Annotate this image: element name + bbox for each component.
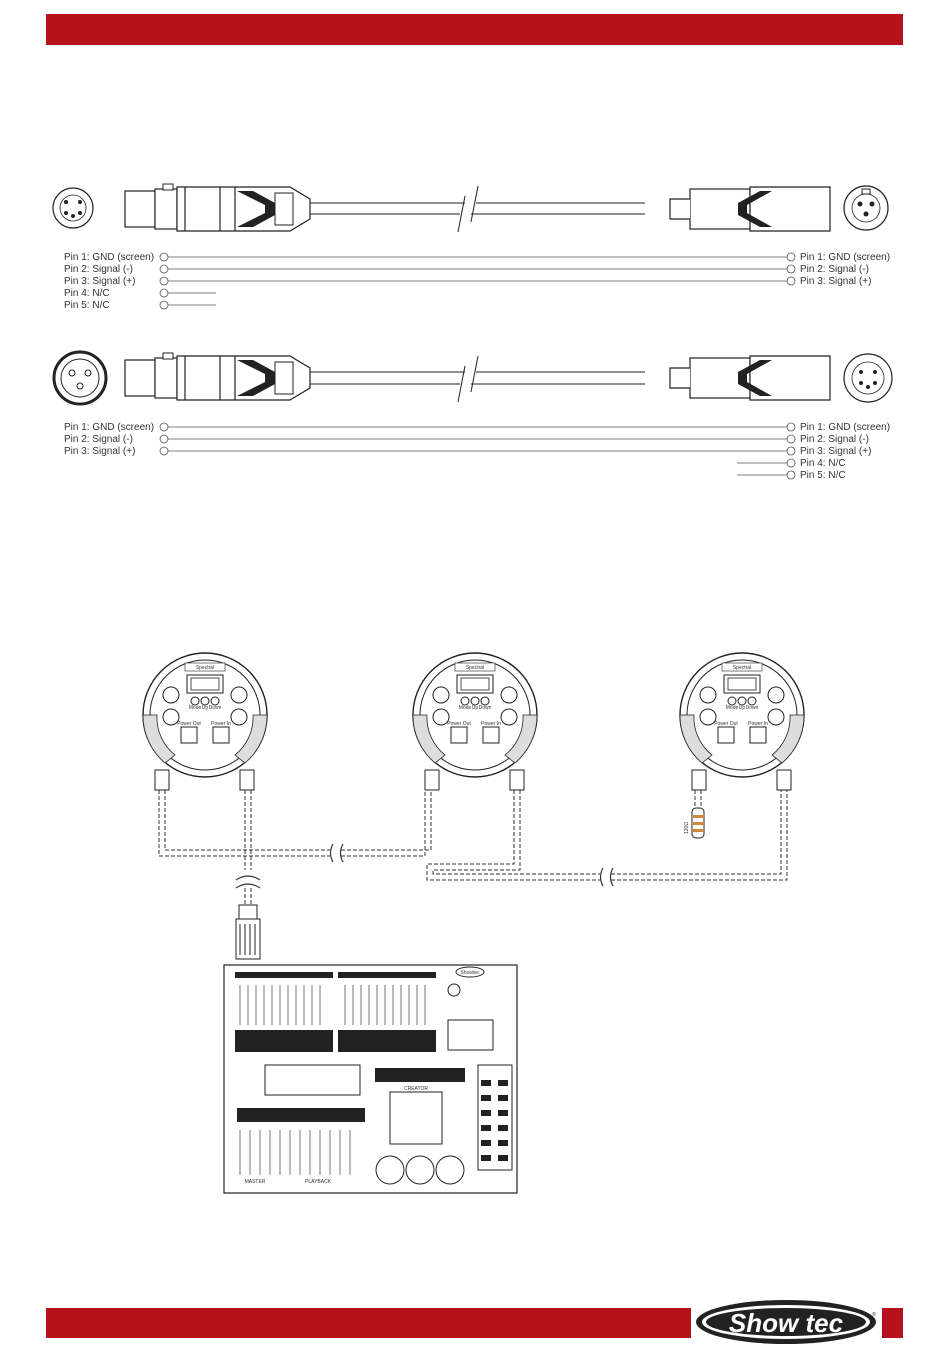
- button-label: Up: [471, 705, 479, 711]
- dmx-chain-diagram: [143, 653, 804, 1193]
- cable-5pin-to-3pin: [53, 184, 890, 311]
- power-in-label: Power In: [748, 721, 768, 727]
- pin-label: Pin 4: N/C: [800, 458, 846, 469]
- button-label: Mode: [188, 705, 202, 711]
- power-in-label: Power In: [211, 721, 231, 727]
- pin-label: Pin 2: Signal (-): [800, 434, 869, 445]
- controller-brand: Showtec: [460, 970, 480, 976]
- fixture-brand: Spectral: [195, 665, 215, 671]
- power-out-label: Power Out: [447, 721, 471, 727]
- fixture-2-icon: [413, 653, 537, 777]
- button-label: Down: [208, 705, 222, 711]
- logo-registered-mark: ®: [872, 1312, 876, 1318]
- master-label: MASTER: [244, 1179, 266, 1185]
- power-out-label: Power Out: [714, 721, 738, 727]
- fixture-3-icon: [680, 653, 804, 777]
- pin-label: Pin 2: Signal (-): [64, 434, 133, 445]
- pin-label: Pin 5: N/C: [64, 300, 110, 311]
- pin-label: Pin 2: Signal (-): [64, 264, 133, 275]
- xlr-plug-icon: [236, 905, 260, 959]
- pin-label: Pin 3: Signal (+): [64, 446, 136, 457]
- controller-model: CREATOR: [404, 1086, 428, 1092]
- pin-label: Pin 1: GND (screen): [64, 422, 155, 433]
- pin-label: Pin 5: N/C: [800, 470, 846, 481]
- logo-text: Show tec: [728, 1308, 844, 1338]
- pin-label: Pin 4: N/C: [64, 288, 110, 299]
- button-label: Down: [745, 705, 759, 711]
- pin-label: Pin 1: GND (screen): [64, 252, 155, 263]
- terminator-resistor-icon: [684, 808, 704, 838]
- fixture-brand: Spectral: [465, 665, 485, 671]
- playback-label: PLAYBACK: [304, 1179, 332, 1185]
- pin-label: Pin 2: Signal (-): [800, 264, 869, 275]
- power-out-label: Power Out: [177, 721, 201, 727]
- pin-label: Pin 3: Signal (+): [800, 446, 872, 457]
- footer-bar: [46, 1308, 691, 1338]
- xlr-male-connector-icon: [670, 356, 830, 400]
- button-label: Up: [201, 705, 209, 711]
- button-label: Mode: [458, 705, 472, 711]
- pin-label: Pin 1: GND (screen): [800, 422, 891, 433]
- fixture-1-icon: [143, 653, 267, 777]
- button-label: Down: [478, 705, 492, 711]
- xlr-male-connector-icon: [670, 187, 830, 231]
- terminator-label: 120Ω: [684, 821, 690, 834]
- fixture-brand: Spectral: [732, 665, 752, 671]
- showtec-logo: [696, 1300, 876, 1344]
- button-label: Up: [738, 705, 746, 711]
- xlr-female-connector-icon: [125, 353, 310, 400]
- pin-label: Pin 1: GND (screen): [800, 252, 891, 263]
- button-label: Mode: [725, 705, 739, 711]
- cable-3pin-to-5pin: [54, 352, 892, 481]
- power-in-label: Power In: [481, 721, 501, 727]
- footer-page-tab: [882, 1308, 903, 1338]
- pin-label: Pin 3: Signal (+): [64, 276, 136, 287]
- dmx-controller-icon: [224, 965, 517, 1193]
- xlr-female-connector-icon: [125, 184, 310, 231]
- pin-label: Pin 3: Signal (+): [800, 276, 872, 287]
